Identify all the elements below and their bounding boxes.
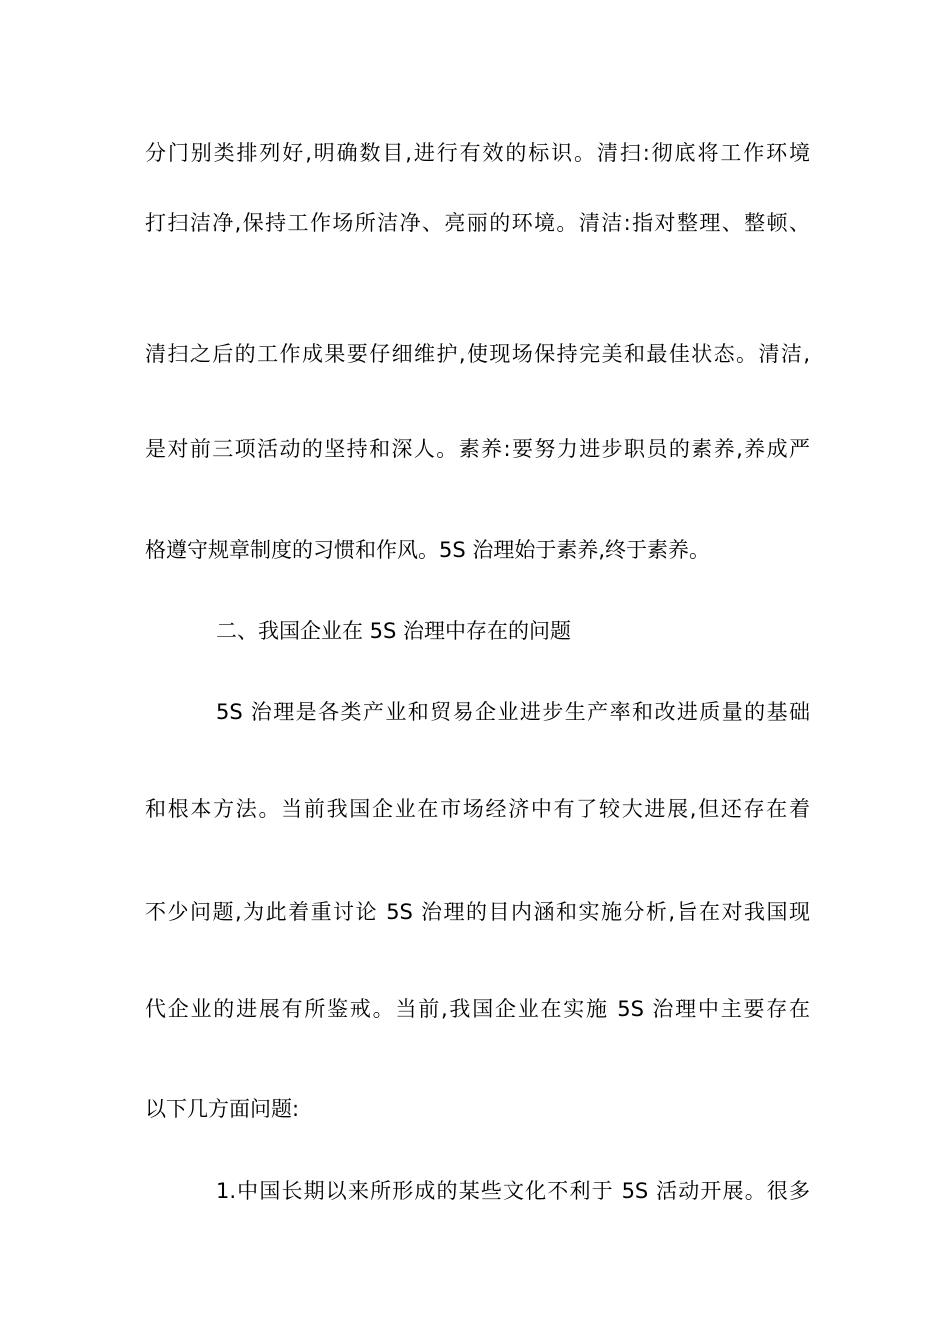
paragraph-line: 以下几方面问题: bbox=[145, 1097, 300, 1121]
paragraph-line: 格遵守规章制度的习惯和作风。5S 治理始于素养,终于素养。 bbox=[145, 538, 711, 562]
paragraph-line: 是对前三项活动的坚持和深人。素养:要努力进步职员的素养,养成严 bbox=[145, 437, 810, 461]
paragraph-line: 分门别类排列好,明确数目,进行有效的标识。清扫:彻底将工作环境 bbox=[145, 141, 810, 165]
paragraph-line: 和根本方法。当前我国企业在市场经济中有了较大进展,但还存在着 bbox=[145, 797, 810, 821]
paragraph-line: 打扫洁净,保持工作场所洁净、亮丽的环境。清洁:指对整理、整顿、 bbox=[145, 211, 810, 235]
paragraph-line: 清扫之后的工作成果要仔细维护,使现场保持完美和最佳状态。清洁, bbox=[145, 342, 810, 366]
section-heading: 二、我国企业在 5S 治理中存在的问题 bbox=[216, 619, 572, 643]
paragraph-line: 不少问题,为此着重讨论 5S 治理的目内涵和实施分析,旨在对我国现 bbox=[145, 900, 810, 924]
paragraph-line: 1.中国长期以来所形成的某些文化不利于 5S 活动开展。很多 bbox=[216, 1179, 810, 1203]
paragraph-line: 5S 治理是各类产业和贸易企业进步生产率和改进质量的基础 bbox=[216, 700, 810, 724]
paragraph-line: 代企业的进展有所鉴戒。当前,我国企业在实施 5S 治理中主要存在 bbox=[145, 997, 810, 1021]
